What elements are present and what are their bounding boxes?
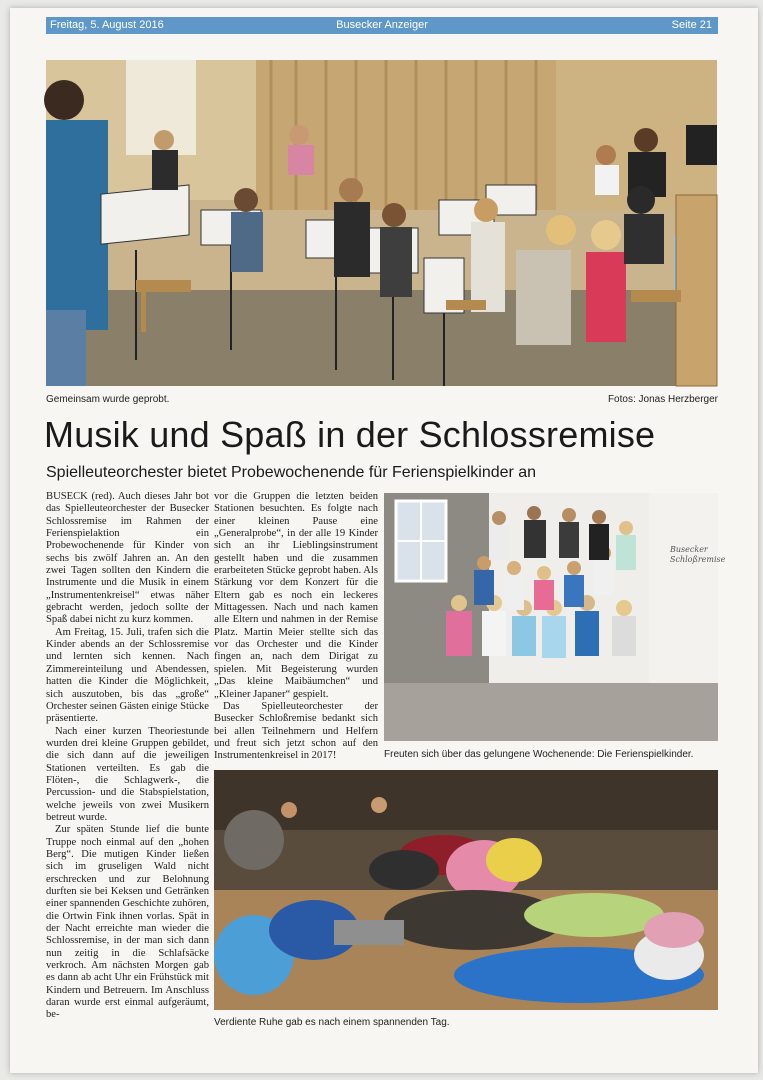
sleeping-photo-caption: Verdiente Ruhe gab es nach einem spannenden Tag. [214, 1017, 450, 1028]
schlossremise-sign: Busecker Schloßremise [670, 545, 726, 564]
rehearsal-photo [46, 60, 717, 386]
group-photo [384, 493, 726, 741]
article-paragraph: vor die Gruppen die letzten beiden Stationen besuchten. Es folgte nach einer kleinen Pause eine „Generalprobe“, in der alle 19 Kinder sich an ihr Lieblingsinstrument gestellt haben und die zusammen erarbeiteten Stücke geprobt haben. Als Stärkung vor dem Konzert für die Eltern gab es noch ein leckeres Mittagessen. Nach und nach kamen alle Eltern und nahmen in der Remise Platz. Martin Meier stellte sich das vor das Orchester und die Kinder fingen an, nach dem Dirigat zu spielen. Mit Begeisterung wurden „Das kleine Maibäumchen“ und „Kleiner Japaner“ gespielt. [214, 491, 378, 700]
article-paragraph: Am Freitag, 15. Juli, trafen sich die Kinder abends an der Schlossremise und lernten sich kennen. Nach Zimmereinteilung und Abendessen, hatten die Kinder die Möglichkeit, sich auszutoben, bis das „große“ Orchester seinen Gästen einige Stücke präsentierte. [46, 626, 209, 725]
page-header-bar [46, 17, 718, 34]
sleeping-photo [214, 770, 718, 1010]
article-subheadline: Spielleuteorchester bietet Probewochenende für Ferienspielkinder an [46, 464, 537, 481]
header-newspaper-name: Busecker Anzeiger [336, 19, 428, 31]
photo-credit: Fotos: Jonas Herzberger [607, 394, 718, 405]
article-headline: Musik und Spaß in der Schlossremise [44, 414, 656, 455]
header-date: Freitag, 5. August 2016 [50, 19, 164, 31]
rehearsal-photo-caption: Gemeinsam wurde geprobt. [46, 394, 170, 405]
header-page-number: Seite 21 [671, 19, 712, 31]
article-column-2 [214, 491, 378, 761]
article-paragraph: Das Spielleuteorchester der Busecker Schloßremise bedankt sich bei allen Teilnehmern und Helfern und freut sich jetzt schon auf den Instrumentenkreisel in 2017! [214, 700, 378, 762]
group-photo-caption: Freuten sich über das gelungene Wochenende: Die Ferienspielkinder. [384, 749, 694, 760]
article-paragraph: Zur späten Stunde lief die bunte Truppe noch einmal auf den „hohen Berg“. Die mutigen Kinder ließen sich im gruseligen Wald nicht erschrecken und zur Belohnung durften sie bei Keksen und Getränken einer spannenden Geschichte zuhören, die Ortwin Fink ihnen vorlas. Spät in der Nacht erreichte man wieder die Schlossremise, in der man sich dann nun zeitig in die Schlafsäcke verkroch. Am nächsten Morgen gab es dann ab acht Uhr ein Frühstück mit Kindern und Betreuern. Im Anschluss daran wurde erst einmal aufgeräumt, be- [46, 824, 209, 1021]
article-paragraph: Nach einer kurzen Theoriestunde wurden drei kleine Gruppen gebildet, die sich dann auf die jeweiligen Stationen verteilten. Es gab die Flöten-, die Schlagwerk-, die Percussion- und die Stabspielstation, welche jeweils von zwei Musikern betreut wurde. [46, 725, 209, 823]
article-column-1 [46, 491, 209, 1031]
article-paragraph: BUSECK (red). Auch dieses Jahr bot das Spielleuteorchester der Busecker Schlossremise im Rahmen der Ferienspielaktion ein Probewochenende für Kinder von sechs bis zwölf Jahren an. An den zwei Tagen sollten den Kindern die Instrumente und die Musik in einem „Instrumentenkreisel“ etwas näher gebracht werden, jedoch sollte der Spaß dabei nicht zu kurz kommen. [46, 491, 209, 626]
